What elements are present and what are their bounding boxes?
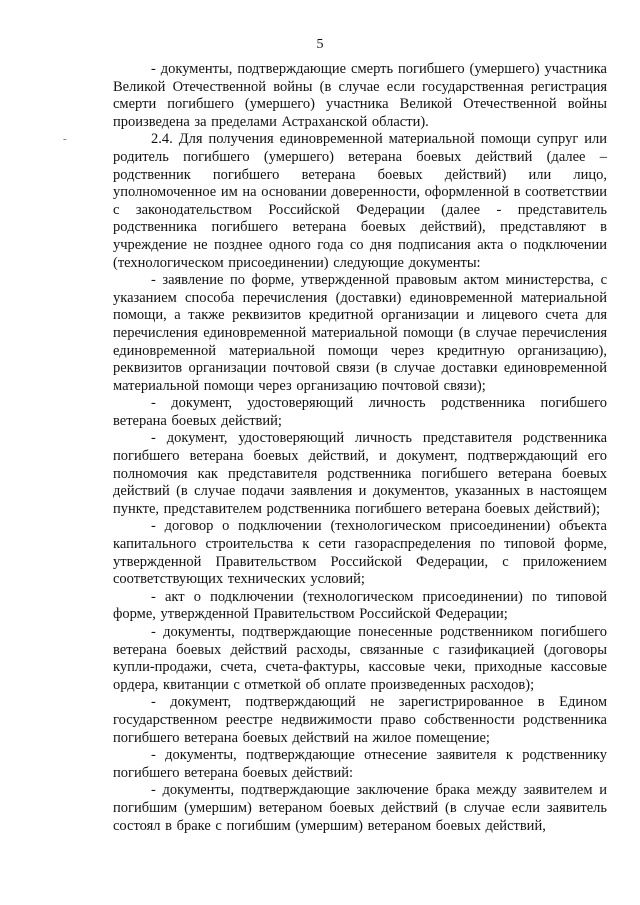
document-body bbox=[113, 61, 607, 835]
page-number: 5 bbox=[316, 37, 324, 52]
list-item-connection-act: - акт о подключении (технологическом присоединении) по типовой форме, утвержденной Правительством Российской Федерации; bbox=[113, 588, 607, 623]
paragraph-death-documents: - документы, подтверждающие смерть погибшего (умершего) участника Великой Отечественной войны (в случае если государственная регистрация смерти погибшего (умершего) участника Великой Отечественной войны произведена за пределами Астраханской области). bbox=[113, 61, 607, 130]
paragraph-2-4-intro: 2.4. Для получения единовременной материальной помощи супруг или родитель погибшего (умершего) ветерана боевых действий (далее – родственник погибшего ветерана боевых действий) или лицо, уполномоченное им на основании доверенности, оформленной в соответствии с законодательством Российской Федерации (далее - представитель родственника погибшего ветерана боевых действий), представляют в учреждение не позднее одного года со дня подписания акта о подключении (технологическом присоединении) следующие документы: bbox=[113, 131, 608, 271]
list-item-connection-contract: - договор о подключении (технологическом присоединении) объекта капитального строительства к сети газораспределения по типовой форме, утвержденной Правительством Российской Федерации, с приложением соответствующих технических условий; bbox=[113, 518, 607, 588]
list-item-marriage-documents: - документы, подтверждающие заключение брака между заявителем и погибшим (умершим) ветераном боевых действий (в случае если заявитель состоял в браке с погибшим (умершим) ветераном боевых действий, bbox=[113, 782, 607, 834]
list-item-relative-id: - документ, удостоверяющий личность родственника погибшего ветерана боевых действий; bbox=[113, 395, 607, 429]
list-item-relation-documents: - документы, подтверждающие отнесение заявителя к родственнику погибшего ветерана боевых действий: bbox=[113, 747, 607, 781]
list-item-expense-documents: - документы, подтверждающие понесенные родственником погибшего ветерана боевых действий расходы, связанные с газификацией (договоры купли-продажи, счета, счета-фактуры, кассовые чеки, приходные кассовые ордера, квитанции с отметкой об оплате произведенных расходов); bbox=[113, 624, 607, 693]
margin-mark: - bbox=[63, 133, 67, 145]
list-item-representative-id: - документ, удостоверяющий личность представителя родственника погибшего ветерана боевых действий, и документ, подтверждающий его полномочия как представителя родственника погибшего ветерана боевых действий (в случае подачи заявления и документов, указанных в настоящем пункте, представителем родственника погибшего ветерана боевых действий); bbox=[113, 430, 607, 517]
list-item-application: - заявление по форме, утвержденной правовым актом министерства, с указанием способа перечисления (доставки) единовременной материальной помощи, а также реквизитов кредитной организации и лицевого счета для перечисления единовременной материальной помощи (в случае перечисления единовременной материальной помощи через кредитную организацию), реквизитов организации почтовой связи (в случае доставки единовременной материальной помощи через организацию почтовой связи); bbox=[113, 272, 607, 394]
list-item-property-document: - документ, подтверждающий не зарегистрированное в Едином государственном реестре недвижимости право собственности родственника погибшего ветерана боевых действий на жилое помещение; bbox=[113, 694, 607, 746]
